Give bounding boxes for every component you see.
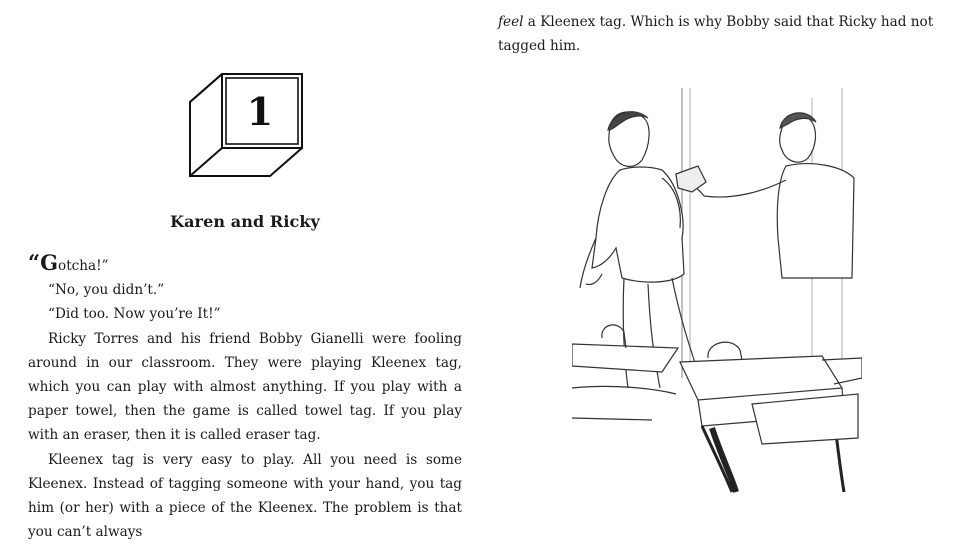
paragraph: “No, you didn’t.” — [48, 282, 165, 299]
first-paragraph — [28, 252, 462, 278]
boys-playing-tag-illustration — [572, 88, 862, 500]
chapter-title: Karen and Ricky — [170, 212, 320, 231]
paragraph: Kleenex tag is very easy to play. All you need is some Kleenex. Instead of tagging someone with your hand, you tag him (or her) with a piece of the Kleenex. The problem is that you can’t always — [28, 451, 462, 541]
chapter-number-cube-icon — [188, 72, 304, 180]
first-paragraph-rest: otcha!” — [58, 258, 109, 274]
emphasized-word: feel — [498, 14, 524, 30]
right-page — [490, 0, 960, 536]
story-text — [28, 252, 462, 544]
paragraph: Ricky Torres and his friend Bobby Gianelli were fooling around in our classroom. They were playing Kleenex tag, which you can play with almost anything. If you play with a paper towel, then the game is called towel tag. If you play with an eraser, then it is called eraser tag. — [28, 330, 462, 444]
chapter-number: 1 — [246, 89, 274, 134]
continued-text — [498, 10, 938, 58]
paragraph: “Did too. Now you’re It!” — [48, 306, 221, 323]
dropcap-open-quote: “ — [28, 250, 41, 275]
continued-paragraph — [498, 10, 938, 58]
continued-rest: a Kleenex tag. Which is why Bobby said that Ricky had not tagged him. — [498, 14, 934, 55]
dropcap-letter: G — [40, 250, 59, 275]
